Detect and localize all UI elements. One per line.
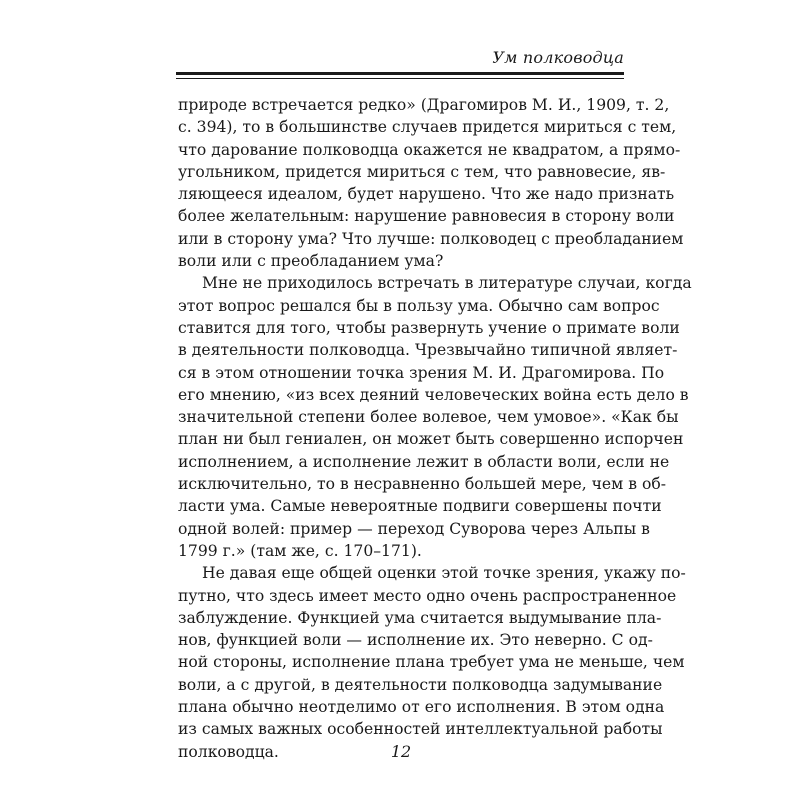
text-line: значительной степени более волевое, чем умовое». «Как бы — [178, 408, 679, 427]
text-line: ставится для того, чтобы развернуть учение о примате воли — [178, 318, 680, 337]
text-line: в деятельности полководца. Чрезвычайно типичной являет- — [178, 341, 678, 360]
text-line: Мне не приходилось встречать в литературе случаи, когда — [202, 274, 692, 293]
text-line: плана обычно неотделимо от его исполнения. В этом одна — [178, 698, 665, 717]
text-line: его мнению, «из всех деяний человеческих война есть дело в — [178, 385, 689, 404]
text-line: ласти ума. Самые невероятные подвиги совершены почти — [178, 497, 662, 516]
text-line: что дарование полководца окажется не квадратом, а прямо- — [178, 140, 681, 159]
running-title: Ум полководца — [492, 48, 624, 67]
text-line: природе встречается редко» (Драгомиров М. И., 1909, т. 2, — [178, 96, 670, 114]
text-line: из самых важных особенностей интеллектуальной работы — [178, 720, 663, 739]
text-line: угольником, придется мириться с тем, что равновесие, яв- — [178, 162, 666, 181]
text-line: ся в этом отношении точка зрения М. И. Драгомирова. По — [178, 363, 665, 382]
header-rule-thick — [176, 72, 624, 75]
text-line: более желательным: нарушение равновесия в сторону воли — [178, 207, 675, 226]
text-line: заблуждение. Функцией ума считается выдумывание пла- — [178, 608, 662, 627]
header-rule-thin — [176, 78, 624, 79]
page-number: 12 — [390, 742, 412, 761]
text-line: одной волей: пример — переход Суворова через Альпы в — [178, 519, 650, 538]
text-line: нов, функцией воли — исполнение их. Это неверно. С од- — [178, 631, 653, 650]
text-line: воли или с преобладанием ума? — [178, 252, 444, 271]
text-line: план ни был гениален, он может быть совершенно испорчен — [178, 430, 684, 449]
text-line: исполнением, а исполнение лежит в области воли, если не — [178, 452, 670, 471]
text-line: полководца. — [178, 742, 279, 761]
text-line: Не давая еще общей оценки этой точке зрения, укажу по- — [202, 564, 686, 583]
text-line: этот вопрос решался бы в пользу ума. Обычно сам вопрос — [178, 296, 660, 315]
text-line: ляющееся идеалом, будет нарушено. Что же надо признать — [178, 185, 675, 204]
text-line: ной стороны, исполнение плана требует ума не меньше, чем — [178, 653, 685, 672]
text-line: с. 394), то в большинстве случаев придется мириться с тем, — [178, 118, 677, 137]
text-line: путно, что здесь имеет место одно очень распространенное — [178, 586, 677, 605]
text-line: воли, а с другой, в деятельности полководца задумывание — [178, 675, 663, 694]
text-line: исключительно, то в несравненно большей мере, чем в об- — [178, 475, 667, 494]
text-line: или в сторону ума? Что лучше: полководец с преобладанием — [178, 229, 684, 248]
text-line: 1799 г.» (там же, с. 170–171). — [178, 541, 422, 560]
body-text — [178, 94, 692, 763]
